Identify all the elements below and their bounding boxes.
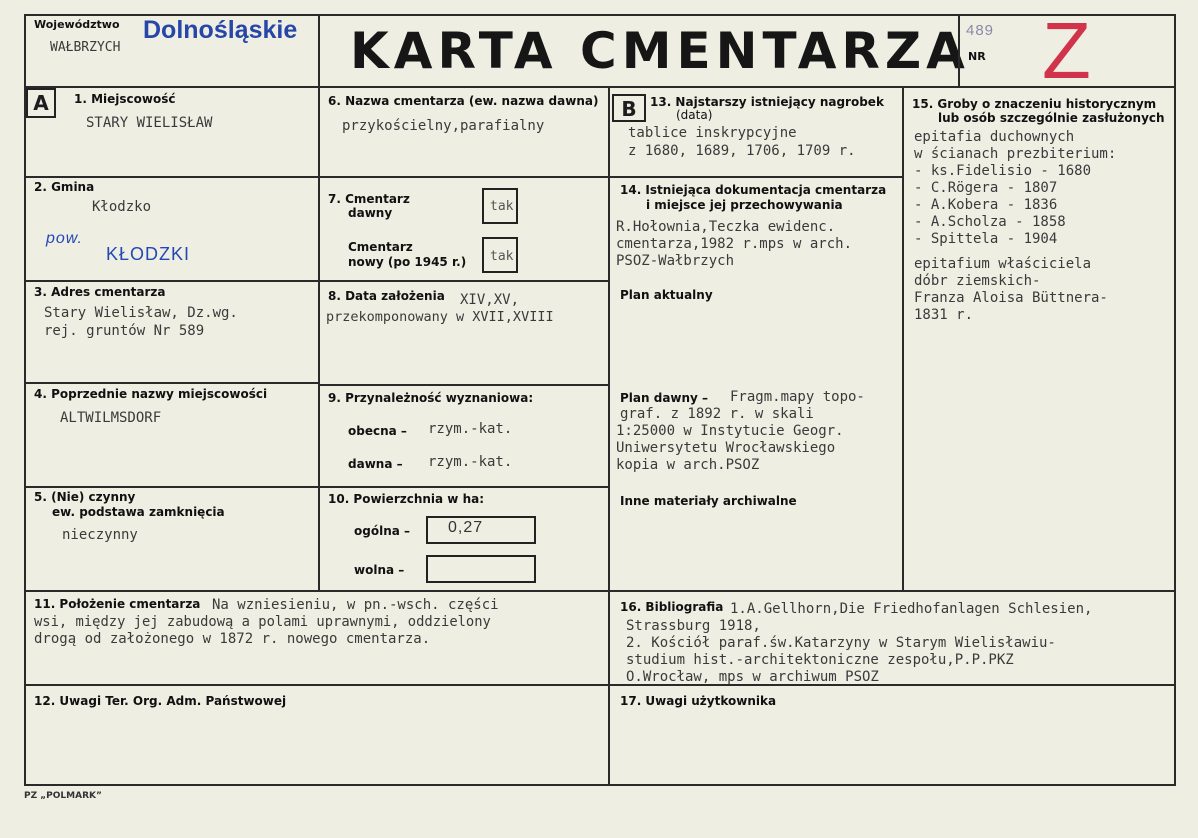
field-11-line-1: Na wzniesieniu, w pn.-wsch. części [212, 597, 499, 613]
field-15-line: - C.Rögera - 1807 [914, 180, 1058, 196]
field-16-line-5: O.Wrocław, mps w archiwum PSOZ [626, 669, 879, 685]
field-3-line-1: Stary Wielisław, Dz.wg. [44, 305, 238, 321]
field-10-wolna-box[interactable] [426, 555, 536, 583]
field-11-label: 11. Położenie cmentarza [34, 597, 201, 611]
field-14-line-3: PSOZ-Wałbrzych [616, 253, 735, 269]
field-2-hand-prefix: pow. [46, 230, 83, 247]
field-10-label: 10. Powierzchnia w ha: [328, 492, 485, 506]
field-8-line-2: przekomponowany w XVII,XVIII [326, 309, 554, 325]
field-4-label: 4. Poprzednie nazwy miejscowości [34, 387, 268, 401]
plan-dawny-line-2: graf. z 1892 r. w skali [620, 406, 814, 422]
field-14-label-line-2: i miejsce jej przechowywania [646, 198, 843, 212]
field-11-line-2: wsi, między jej zabudową a polami uprawnymi, oddzielony [34, 614, 491, 630]
field-6-label: 6. Nazwa cmentarza (ew. nazwa dawna) [328, 94, 599, 108]
field-14-line-1: R.Hołownia,Teczka ewidenc. [616, 219, 836, 235]
field-6-value: przykościelny,parafialny [342, 118, 545, 134]
field-2-label: 2. Gmina [34, 180, 95, 194]
field-1-label: 1. Miejscowość [74, 92, 176, 106]
plan-dawny-label: Plan dawny – [620, 391, 709, 405]
field-10-wolna-label: wolna – [354, 563, 405, 577]
field-15-line: - A.Kobera - 1836 [914, 197, 1058, 213]
field-15-line: dóbr ziemskich- [914, 273, 1041, 289]
field-10-ogolna-label: ogólna – [354, 524, 411, 538]
field-11-line-3: drogą od założonego w 1872 r. nowego cmentarza. [34, 631, 431, 647]
wojewodztwo-label: Województwo [34, 18, 120, 31]
plan-dawny-line-4: Uniwersytetu Wrocławskiego [616, 440, 836, 456]
field-15-line: 1831 r. [914, 307, 974, 323]
field-15-line: - Spittela - 1904 [914, 231, 1058, 247]
wojewodztwo-typed: WAŁBRZYCH [50, 40, 121, 55]
field-1-value: STARY WIELISŁAW [86, 115, 213, 131]
field-8-line-1: XIV,XV, [460, 292, 520, 308]
plan-dawny-line-5: kopia w arch.PSOZ [616, 457, 760, 473]
field-16-line-4: studium hist.-architektoniczne zespołu,P.P.PKZ [626, 652, 1014, 668]
field-7-new-label-line-2: nowy (po 1945 r.) [348, 255, 467, 269]
plan-dawny-line-1: Fragm.mapy topo- [730, 389, 865, 405]
field-5-value: nieczynny [62, 527, 138, 543]
field-13-label-line-2: (data) [676, 108, 713, 122]
field-13-line-2: z 1680, 1689, 1706, 1709 r. [628, 143, 856, 159]
field-16-label: 16. Bibliografia [620, 600, 724, 614]
section-b-marker: B [612, 94, 646, 122]
field-16-line-3: 2. Kościół paraf.św.Katarzyny w Starym Wielisławiu- [626, 635, 1056, 651]
field-13-label-line-1: 13. Najstarszy istniejący nagrobek [650, 95, 884, 109]
field-15-line: epitafia duchownych [914, 129, 1075, 145]
field-12-label: 12. Uwagi Ter. Org. Adm. Państwowej [34, 694, 287, 708]
field-7-old-label-line-2: dawny [348, 206, 393, 220]
field-9-dawna-label: dawna – [348, 457, 403, 471]
field-15-line: w ścianach prezbiterium: [914, 146, 1117, 162]
field-16-line-1: 1.A.Gellhorn,Die Friedhofanlagen Schlesien, [730, 601, 1093, 617]
field-2-value: Kłodzko [92, 199, 152, 215]
field-5-label-line-1: 5. (Nie) czynny [34, 490, 136, 504]
field-7-old-label-line-1: 7. Cmentarz [328, 192, 410, 206]
field-15-line: Franza Aloisa Büttnera- [914, 290, 1108, 306]
field-16-line-2: Strassburg 1918, [626, 618, 761, 634]
field-15-line: - A.Scholza - 1858 [914, 214, 1066, 230]
field-7-new-value: tak [490, 249, 514, 264]
field-15-label-line-1: 15. Groby o znaczeniu historycznym [912, 97, 1157, 111]
plan-aktualny-label: Plan aktualny [620, 288, 713, 302]
field-17-label: 17. Uwagi użytkownika [620, 694, 777, 708]
field-9-obecna-label: obecna – [348, 424, 407, 438]
field-7-old-value: tak [490, 199, 514, 214]
field-15-label-line-2: lub osób szczególnie zasłużonych [938, 111, 1165, 125]
field-15-line: - ks.Fidelisio - 1680 [914, 163, 1092, 179]
field-2-hand-value: KŁODZKI [106, 244, 191, 264]
field-13-line-1: tablice inskrypcyjne [628, 125, 797, 141]
card-title: KARTA CMENTARZA [350, 22, 970, 80]
field-3-line-2: rej. gruntów Nr 589 [44, 323, 205, 339]
plan-dawny-line-3: 1:25000 w Instytucie Geogr. [616, 423, 844, 439]
field-9-label: 9. Przynależność wyznaniowa: [328, 391, 534, 405]
field-9-dawna-value: rzym.-kat. [428, 454, 513, 470]
nr-label: NR [968, 50, 986, 63]
field-15-line: epitafium właściciela [914, 256, 1092, 272]
field-5-label-line-2: ew. podstawa zamknięcia [52, 505, 225, 519]
inne-materialy-label: Inne materiały archiwalne [620, 494, 797, 508]
nr-handwritten: 489 [966, 22, 995, 39]
section-a-marker: A [26, 88, 56, 118]
field-4-value: ALTWILMSDORF [60, 410, 162, 426]
printer-mark: PZ „POLMARK” [24, 791, 102, 801]
nr-letter: Z [1042, 6, 1091, 95]
field-14-label-line-1: 14. Istniejąca dokumentacja cmentarza [620, 183, 887, 197]
wojewodztwo-stamp: Dolnośląskie [143, 16, 298, 44]
field-10-ogolna-value: 0,27 [448, 519, 484, 536]
field-8-label: 8. Data założenia [328, 289, 445, 303]
field-9-obecna-value: rzym.-kat. [428, 421, 513, 437]
field-3-label: 3. Adres cmentarza [34, 285, 166, 299]
field-14-line-2: cmentarza,1982 r.mps w arch. [616, 236, 853, 252]
field-7-new-label-line-1: Cmentarz [348, 240, 413, 254]
